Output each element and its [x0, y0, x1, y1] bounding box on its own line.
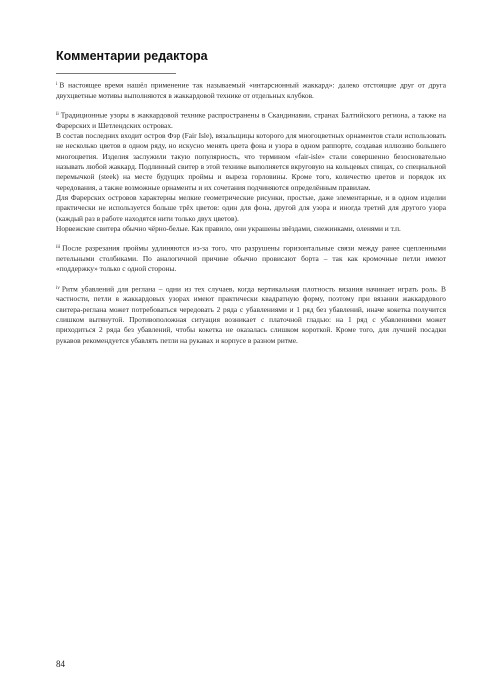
footnote-text: Ритм убавлений для реглана – одни из тех случаев, когда вертикальная плотность вязания начинает играть роль. В частности, петли в жаккардовых узорах имеют практически квадратную форму, поэтому при вязании жаккардового свитера-реглана может потребоваться чередовать 2 ряда с убавлениями и 1 ряд без убавлений, иначе кокетка получится слишком вытянутой. Противоположная ситуация возникает с платочной гладью: на 1 ряд с убавлениями может приходиться 2 ряда без убавлений, чтобы кокетка не оказалась слишком короткой. Кроме того, для лучшей посадки рукавов рекомендуется убавлять петли на рукавах и корпусе в разном ритме.: [56, 284, 446, 345]
page-number: 84: [56, 659, 65, 669]
footnote-marker: iv: [56, 285, 60, 291]
footnote-paragraph: [56, 131, 446, 193]
footnote-text: После разрезания проймы удлиняются из-за того, что разрушены горизонтальные связи между ранее сцепленными петельными столбиками. По аналогичной причине обычно провисают борта – так как кромочные петли имеют «поддержку» только с одной стороны.: [56, 243, 446, 274]
footnote: [56, 284, 446, 346]
footnote-text: Норвежские свитера обычно чёрно-белые. Как правило, они украшены звёздами, снежинками, оленями и т.п.: [56, 223, 401, 233]
footnote-text: Традиционные узоры в жаккардовой технике распространены в Скандинавии, странах Балтийского региона, а также на Фарерских и Шетлендских островах.: [56, 110, 446, 130]
footnote-paragraph: [56, 110, 446, 131]
footnote-paragraph: [56, 80, 446, 101]
footnote-rule: [56, 73, 176, 74]
footnote: [56, 110, 446, 234]
footnote-paragraph: [56, 284, 446, 346]
footnote-text: Для Фарерских островов характерны мелкие геометрические рисунки, простые, даже элементарные, и в одном изделии практически не используется больше трёх цветов: один для фона, другой для узора и иногда третий для другого узора (каждый раз в работе находятся нити только двух цветов).: [56, 192, 446, 223]
footnote-marker: ii: [56, 112, 59, 118]
footnote-paragraph: [56, 243, 446, 274]
footnote-marker: iii: [56, 245, 61, 251]
footnote-paragraph: [56, 224, 446, 234]
footnote: [56, 80, 446, 101]
editor-notes: [56, 80, 446, 355]
footnote-marker: i: [56, 82, 58, 87]
footnote: [56, 243, 446, 274]
footnote-text: В настоящее время нашёл применение так называемый «интарсионный жаккард»: далеко отстоящие друг от друга двухцветные мотивы выполняются в жаккардовой технике от отдельных клубков.: [56, 80, 446, 100]
footnote-paragraph: [56, 193, 446, 224]
section-title: Комментарии редактора: [56, 49, 208, 63]
footnote-text: В состав последних входит остров Фэр (Fair Isle), вязальщицы которого для многоцветных орнаментов стали использовать не несколько цветов в одном ряду, но искусно менять цвета фона и узора в одном раппорте, создавая иллюзию большего многоцветия. Изделия заслужили такую популярность, что термином «fair-isle» стали совершенно безосновательно называть любой жаккард. Подлинный свитер в этой технике выполняется вкруговую на кольцевых спицах, со специальной перемычкой (steek) на месте будущих проймы и выреза горловины. Кроме того, количество цветов и порядок их чередования, а также возможные орнаменты и их сочетания подчиняются определённым правилам.: [56, 131, 446, 192]
